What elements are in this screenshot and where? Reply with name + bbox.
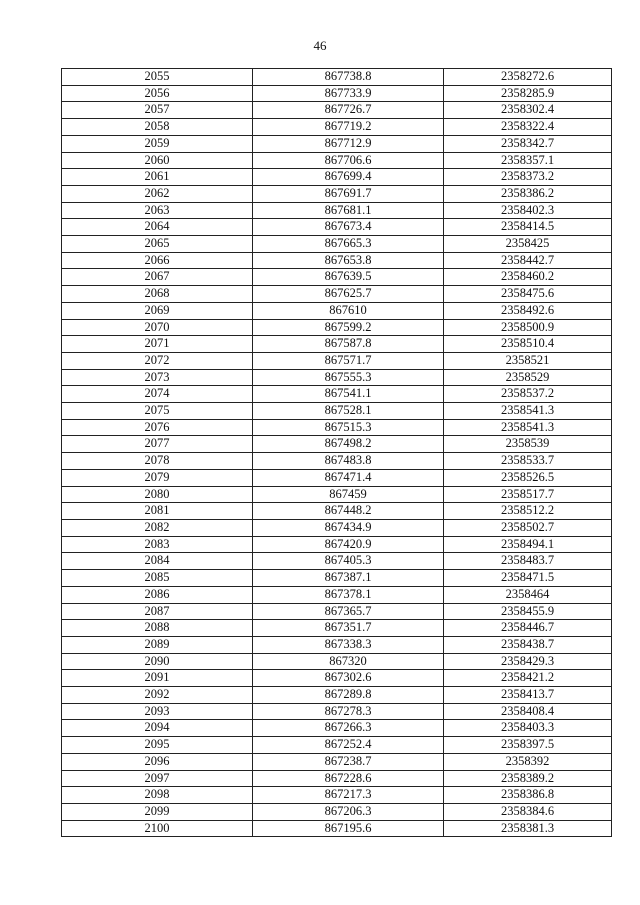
y-coordinate-cell: 2358475.6 (444, 286, 612, 303)
point-number-cell: 2089 (62, 636, 253, 653)
y-coordinate-cell: 2358471.5 (444, 570, 612, 587)
table-row (62, 386, 612, 403)
table-row (62, 703, 612, 720)
x-coordinate-cell: 867726.7 (253, 102, 444, 119)
x-coordinate-cell: 867555.3 (253, 369, 444, 386)
table-row (62, 687, 612, 704)
table-row (62, 152, 612, 169)
x-coordinate-cell: 867625.7 (253, 286, 444, 303)
table-row (62, 453, 612, 470)
x-coordinate-cell: 867195.6 (253, 820, 444, 837)
x-coordinate-cell: 867471.4 (253, 469, 444, 486)
x-coordinate-cell: 867587.8 (253, 336, 444, 353)
x-coordinate-cell: 867228.6 (253, 770, 444, 787)
table-row (62, 269, 612, 286)
table-row (62, 236, 612, 253)
point-number-cell: 2061 (62, 169, 253, 186)
table-row (62, 85, 612, 102)
y-coordinate-cell: 2358425 (444, 236, 612, 253)
x-coordinate-cell: 867610 (253, 302, 444, 319)
table-row (62, 753, 612, 770)
y-coordinate-cell: 2358389.2 (444, 770, 612, 787)
y-coordinate-cell: 2358492.6 (444, 302, 612, 319)
table-row (62, 185, 612, 202)
y-coordinate-cell: 2358521 (444, 352, 612, 369)
x-coordinate-cell: 867420.9 (253, 536, 444, 553)
table-row (62, 787, 612, 804)
point-number-cell: 2070 (62, 319, 253, 336)
point-number-cell: 2095 (62, 737, 253, 754)
y-coordinate-cell: 2358408.4 (444, 703, 612, 720)
table-row (62, 620, 612, 637)
table-row (62, 670, 612, 687)
y-coordinate-cell: 2358483.7 (444, 553, 612, 570)
point-number-cell: 2055 (62, 69, 253, 86)
x-coordinate-cell: 867541.1 (253, 386, 444, 403)
x-coordinate-cell: 867571.7 (253, 352, 444, 369)
x-coordinate-cell: 867691.7 (253, 185, 444, 202)
point-number-cell: 2094 (62, 720, 253, 737)
y-coordinate-cell: 2358272.6 (444, 69, 612, 86)
table-row (62, 286, 612, 303)
table-row (62, 419, 612, 436)
point-number-cell: 2080 (62, 486, 253, 503)
point-number-cell: 2077 (62, 436, 253, 453)
point-number-cell: 2067 (62, 269, 253, 286)
x-coordinate-cell: 867351.7 (253, 620, 444, 637)
point-number-cell: 2056 (62, 85, 253, 102)
y-coordinate-cell: 2358517.7 (444, 486, 612, 503)
y-coordinate-cell: 2358502.7 (444, 519, 612, 536)
table-row (62, 302, 612, 319)
y-coordinate-cell: 2358322.4 (444, 119, 612, 136)
point-number-cell: 2088 (62, 620, 253, 637)
y-coordinate-cell: 2358539 (444, 436, 612, 453)
point-number-cell: 2074 (62, 386, 253, 403)
table-row (62, 102, 612, 119)
x-coordinate-cell: 867278.3 (253, 703, 444, 720)
x-coordinate-cell: 867387.1 (253, 570, 444, 587)
y-coordinate-cell: 2358494.1 (444, 536, 612, 553)
table-row (62, 603, 612, 620)
y-coordinate-cell: 2358421.2 (444, 670, 612, 687)
table-row (62, 720, 612, 737)
point-number-cell: 2081 (62, 503, 253, 520)
table-row (62, 219, 612, 236)
table-row (62, 636, 612, 653)
y-coordinate-cell: 2358414.5 (444, 219, 612, 236)
x-coordinate-cell: 867681.1 (253, 202, 444, 219)
x-coordinate-cell: 867665.3 (253, 236, 444, 253)
x-coordinate-cell: 867252.4 (253, 737, 444, 754)
x-coordinate-cell: 867302.6 (253, 670, 444, 687)
x-coordinate-cell: 867699.4 (253, 169, 444, 186)
table-row (62, 403, 612, 420)
table-row (62, 469, 612, 486)
table-row (62, 586, 612, 603)
y-coordinate-cell: 2358438.7 (444, 636, 612, 653)
point-number-cell: 2062 (62, 185, 253, 202)
table-row (62, 119, 612, 136)
x-coordinate-cell: 867653.8 (253, 252, 444, 269)
point-number-cell: 2092 (62, 687, 253, 704)
y-coordinate-cell: 2358384.6 (444, 803, 612, 820)
point-number-cell: 2071 (62, 336, 253, 353)
x-coordinate-cell: 867515.3 (253, 419, 444, 436)
x-coordinate-cell: 867320 (253, 653, 444, 670)
y-coordinate-cell: 2358510.4 (444, 336, 612, 353)
x-coordinate-cell: 867459 (253, 486, 444, 503)
y-coordinate-cell: 2358446.7 (444, 620, 612, 637)
table-row (62, 770, 612, 787)
point-number-cell: 2068 (62, 286, 253, 303)
y-coordinate-cell: 2358403.3 (444, 720, 612, 737)
table-row (62, 369, 612, 386)
page-number: 46 (313, 38, 327, 53)
point-number-cell: 2099 (62, 803, 253, 820)
point-number-cell: 2065 (62, 236, 253, 253)
point-number-cell: 2057 (62, 102, 253, 119)
table-row (62, 553, 612, 570)
y-coordinate-cell: 2358386.2 (444, 185, 612, 202)
point-number-cell: 2098 (62, 787, 253, 804)
y-coordinate-cell: 2358512.2 (444, 503, 612, 520)
y-coordinate-cell: 2358373.2 (444, 169, 612, 186)
y-coordinate-cell: 2358442.7 (444, 252, 612, 269)
y-coordinate-cell: 2358397.5 (444, 737, 612, 754)
point-number-cell: 2096 (62, 753, 253, 770)
y-coordinate-cell: 2358402.3 (444, 202, 612, 219)
table-row (62, 202, 612, 219)
table-row (62, 536, 612, 553)
table-row (62, 352, 612, 369)
table-row (62, 570, 612, 587)
table-row (62, 319, 612, 336)
x-coordinate-cell: 867498.2 (253, 436, 444, 453)
point-number-cell: 2072 (62, 352, 253, 369)
x-coordinate-cell: 867206.3 (253, 803, 444, 820)
x-coordinate-cell: 867217.3 (253, 787, 444, 804)
x-coordinate-cell: 867448.2 (253, 503, 444, 520)
point-number-cell: 2090 (62, 653, 253, 670)
x-coordinate-cell: 867266.3 (253, 720, 444, 737)
y-coordinate-cell: 2358455.9 (444, 603, 612, 620)
y-coordinate-cell: 2358413.7 (444, 687, 612, 704)
y-coordinate-cell: 2358464 (444, 586, 612, 603)
table-row (62, 503, 612, 520)
point-number-cell: 2059 (62, 135, 253, 152)
x-coordinate-cell: 867365.7 (253, 603, 444, 620)
x-coordinate-cell: 867483.8 (253, 453, 444, 470)
x-coordinate-cell: 867528.1 (253, 403, 444, 420)
y-coordinate-cell: 2358526.5 (444, 469, 612, 486)
point-number-cell: 2085 (62, 570, 253, 587)
point-number-cell: 2082 (62, 519, 253, 536)
table-row (62, 820, 612, 837)
x-coordinate-cell: 867378.1 (253, 586, 444, 603)
point-number-cell: 2083 (62, 536, 253, 553)
point-number-cell: 2078 (62, 453, 253, 470)
point-number-cell: 2069 (62, 302, 253, 319)
table-row (62, 653, 612, 670)
x-coordinate-cell: 867639.5 (253, 269, 444, 286)
x-coordinate-cell: 867238.7 (253, 753, 444, 770)
point-number-cell: 2093 (62, 703, 253, 720)
x-coordinate-cell: 867599.2 (253, 319, 444, 336)
coordinates-table (61, 68, 612, 837)
table-row (62, 135, 612, 152)
x-coordinate-cell: 867712.9 (253, 135, 444, 152)
point-number-cell: 2091 (62, 670, 253, 687)
table-row (62, 436, 612, 453)
x-coordinate-cell: 867673.4 (253, 219, 444, 236)
table-body (62, 69, 612, 837)
table-row (62, 737, 612, 754)
y-coordinate-cell: 2358460.2 (444, 269, 612, 286)
table-row (62, 486, 612, 503)
table-row (62, 169, 612, 186)
y-coordinate-cell: 2358392 (444, 753, 612, 770)
point-number-cell: 2063 (62, 202, 253, 219)
point-number-cell: 2076 (62, 419, 253, 436)
table-row (62, 336, 612, 353)
y-coordinate-cell: 2358386.8 (444, 787, 612, 804)
y-coordinate-cell: 2358342.7 (444, 135, 612, 152)
point-number-cell: 2097 (62, 770, 253, 787)
table-row (62, 252, 612, 269)
y-coordinate-cell: 2358541.3 (444, 403, 612, 420)
x-coordinate-cell: 867434.9 (253, 519, 444, 536)
point-number-cell: 2075 (62, 403, 253, 420)
point-number-cell: 2066 (62, 252, 253, 269)
y-coordinate-cell: 2358357.1 (444, 152, 612, 169)
y-coordinate-cell: 2358537.2 (444, 386, 612, 403)
x-coordinate-cell: 867706.6 (253, 152, 444, 169)
y-coordinate-cell: 2358381.3 (444, 820, 612, 837)
y-coordinate-cell: 2358541.3 (444, 419, 612, 436)
x-coordinate-cell: 867719.2 (253, 119, 444, 136)
point-number-cell: 2086 (62, 586, 253, 603)
point-number-cell: 2084 (62, 553, 253, 570)
point-number-cell: 2058 (62, 119, 253, 136)
y-coordinate-cell: 2358533.7 (444, 453, 612, 470)
y-coordinate-cell: 2358285.9 (444, 85, 612, 102)
y-coordinate-cell: 2358429.3 (444, 653, 612, 670)
point-number-cell: 2060 (62, 152, 253, 169)
table-row (62, 69, 612, 86)
x-coordinate-cell: 867405.3 (253, 553, 444, 570)
x-coordinate-cell: 867338.3 (253, 636, 444, 653)
point-number-cell: 2100 (62, 820, 253, 837)
table-row (62, 803, 612, 820)
y-coordinate-cell: 2358500.9 (444, 319, 612, 336)
y-coordinate-cell: 2358529 (444, 369, 612, 386)
point-number-cell: 2079 (62, 469, 253, 486)
y-coordinate-cell: 2358302.4 (444, 102, 612, 119)
point-number-cell: 2073 (62, 369, 253, 386)
x-coordinate-cell: 867738.8 (253, 69, 444, 86)
x-coordinate-cell: 867289.8 (253, 687, 444, 704)
table-row (62, 519, 612, 536)
x-coordinate-cell: 867733.9 (253, 85, 444, 102)
point-number-cell: 2087 (62, 603, 253, 620)
point-number-cell: 2064 (62, 219, 253, 236)
